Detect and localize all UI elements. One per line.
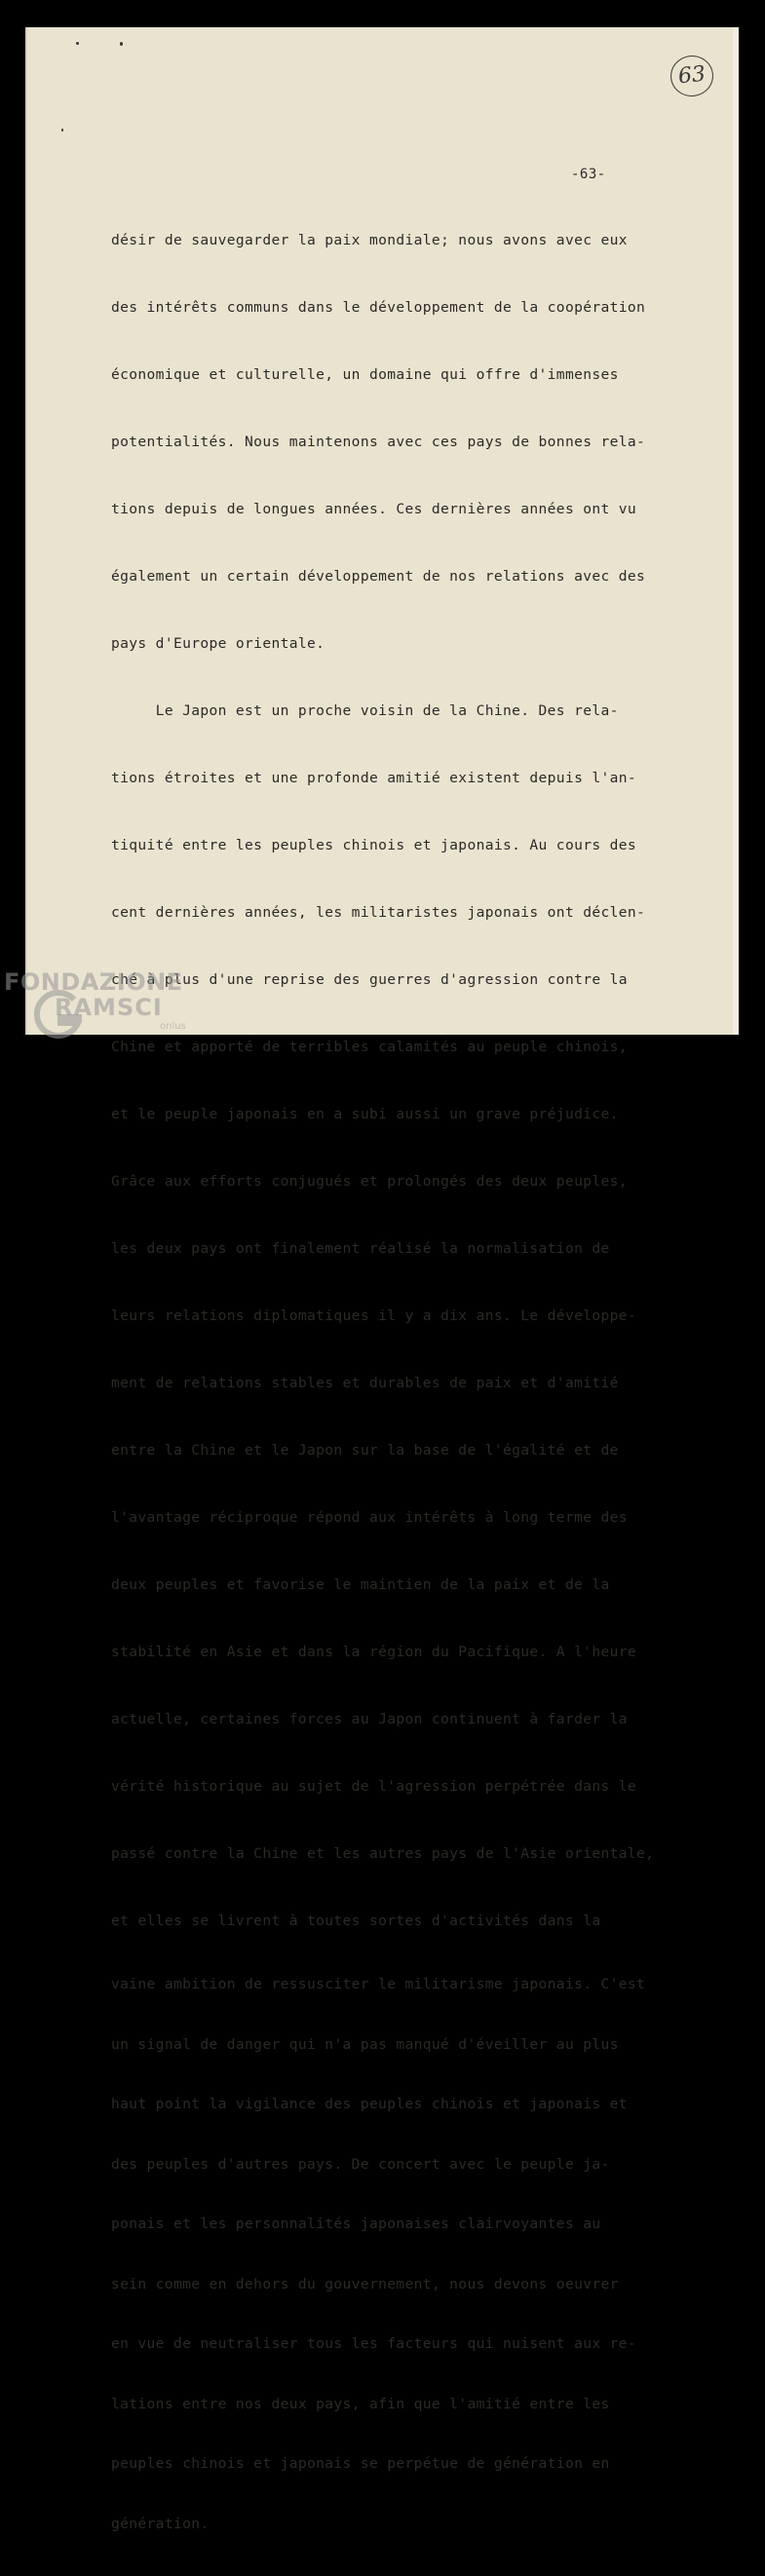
text-line: des peuples d'autres pays. De concert avec le peuple ja- — [111, 2155, 610, 2173]
text-line: entre la Chine et le Japon sur la base de l'égalité et de — [111, 1442, 619, 1458]
fondazione-gramsci-watermark — [4, 965, 199, 1052]
text-line: et elles se livrent à toutes sortes d'activités dans la — [111, 1913, 601, 1929]
text-line: Chine et apporté de terribles calamités au peuple chinois, — [111, 1039, 628, 1055]
text-line: Le Japon est un proche voisin de la Chine. Des rela- — [111, 702, 619, 719]
text-line: en vue de neutraliser tous les facteurs qui nuisent aux re- — [111, 2335, 637, 2352]
text-line: économique et culturelle, un domaine qui offre d'immenses — [111, 366, 619, 383]
text-line: tiquité entre les peuples chinois et japonais. Au cours des — [111, 837, 637, 853]
text-line: ché à plus d'une reprise des guerres d'agression contre la — [111, 971, 628, 988]
text-line: leurs relations diplomatiques il y a dix ans. Le développe- — [111, 1307, 637, 1324]
text-line: tions étroites et une profonde amitié existent depuis l'an- — [111, 770, 637, 786]
text-line: ment de relations stables et durables de paix et d'amitié — [111, 1375, 619, 1391]
ink-speck — [76, 42, 79, 45]
text-line: et le peuple japonais en a subi aussi un grave préjudice. — [111, 1106, 619, 1122]
text-line: vérité historique au sujet de l'agression perpétrée dans le — [111, 1778, 637, 1795]
typed-page-number: -63- — [571, 167, 606, 182]
text-line: sein comme en dehors du gouvernement, nous devons oeuvrer — [111, 2275, 619, 2292]
text-line: deux peuples et favorise le maintien de la paix et de la — [111, 1576, 610, 1593]
text-line: haut point la vigilance des peuples chinois et japonais et — [111, 2096, 628, 2112]
text-line: génération. — [111, 2515, 210, 2532]
text-line: potentialités. Nous maintenons avec ces pays de bonnes rela- — [111, 434, 646, 450]
text-line: des intérêts communs dans le développement de la coopération — [111, 299, 646, 316]
text-line: pays d'Europe orientale. — [111, 635, 325, 652]
text-line: peuples chinois et japonais se perpétue de génération en — [111, 2455, 610, 2472]
handwritten-page-number: 63 — [669, 54, 715, 98]
ink-speck — [120, 42, 123, 46]
text-line: désir de sauvegarder la paix mondiale; nous avons avec eux — [111, 232, 628, 248]
watermark-suffix: onlus — [160, 1021, 186, 1032]
text-line: lations entre nos deux pays, afin que l'amitié entre les — [111, 2395, 610, 2412]
watermark-line2: RAMSCI — [55, 994, 163, 1021]
text-line: les deux pays ont finalement réalisé la normalisation de — [111, 1240, 610, 1257]
document-page — [25, 27, 739, 2532]
text-line: vaine ambition de ressusciter le militarisme japonais. C'est — [111, 1976, 646, 1992]
ink-speck — [61, 129, 63, 132]
text-line: stabilité en Asie et dans la région du Pacifique. A l'heure — [111, 1644, 637, 1660]
text-line: ponais et les personnalités japonaises clairvoyantes au — [111, 2216, 601, 2232]
paper-edge — [733, 27, 739, 1035]
text-line: l'avantage réciproque répond aux intérêts à long terme des — [111, 1509, 628, 1526]
typed-body-text — [111, 184, 696, 2576]
text-line: tions depuis de longues années. Ces dernières années ont vu — [111, 501, 637, 517]
text-line: cent dernières années, les militaristes japonais ont déclen- — [111, 904, 646, 921]
text-line: un signal de danger qui n'a pas manqué d'éveiller au plus — [111, 2035, 619, 2053]
text-line: actuelle, certaines forces au Japon continuent à farder la — [111, 1711, 628, 1727]
text-line: Grâce aux efforts conjugués et prolongés des deux peuples, — [111, 1173, 628, 1190]
text-line: également un certain développement de nos relations avec des — [111, 568, 646, 585]
watermark-line1: FONDAZIONE — [4, 968, 183, 996]
text-line: passé contre la Chine et les autres pays de l'Asie orientale, — [111, 1845, 655, 1862]
